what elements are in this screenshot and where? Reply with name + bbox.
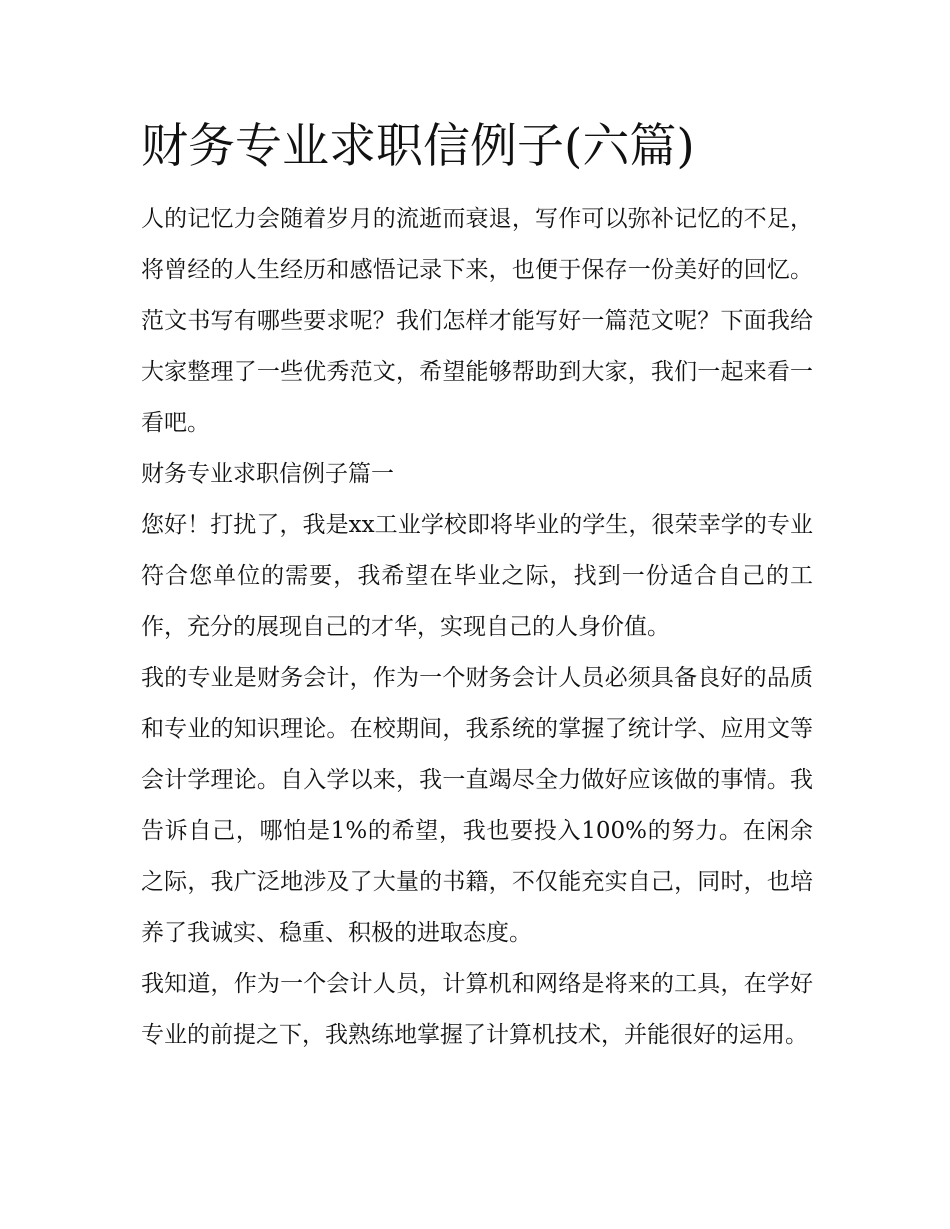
document-title: 财务专业求职信例子(六篇) <box>141 119 695 174</box>
document-body <box>141 112 813 1061</box>
section-heading: 财务专业求职信例子篇一 <box>141 461 394 487</box>
body-paragraph-1: 您好！打扰了，我是xx工业学校即将毕业的学生，很荣幸学的专业符合您单位的需要，我希望在毕业之际，找到一份适合自己的工作，充分的展现自己的才华，实现自己的人身价值。 <box>141 512 813 640</box>
body-paragraph-3: 我知道，作为一个会计人员，计算机和网络是将来的工具，在学好专业的前提之下，我熟练地掌握了计算机技术，并能很好的运用。 <box>141 971 813 1048</box>
intro-paragraph: 人的记忆力会随着岁月的流逝而衰退，写作可以弥补记忆的不足，将曾经的人生经历和感悟记录下来，也便于保存一份美好的回忆。范文书写有哪些要求呢？我们怎样才能写好一篇范文呢？下面我给大家整理了一些优秀范文，希望能够帮助到大家，我们一起来看一看吧。 <box>141 206 813 436</box>
body-paragraph-2: 我的专业是财务会计，作为一个财务会计人员必须具备良好的品质和专业的知识理论。在校期间，我系统的掌握了统计学、应用文等会计学理论。自入学以来，我一直竭尽全力做好应该做的事情。我告诉自己，哪怕是1%的希望，我也要投入100%的努力。在闲余之际，我广泛地涉及了大量的书籍，不仅能充实自己，同时，也培养了我诚实、稳重、积极的进取态度。 <box>141 665 813 946</box>
